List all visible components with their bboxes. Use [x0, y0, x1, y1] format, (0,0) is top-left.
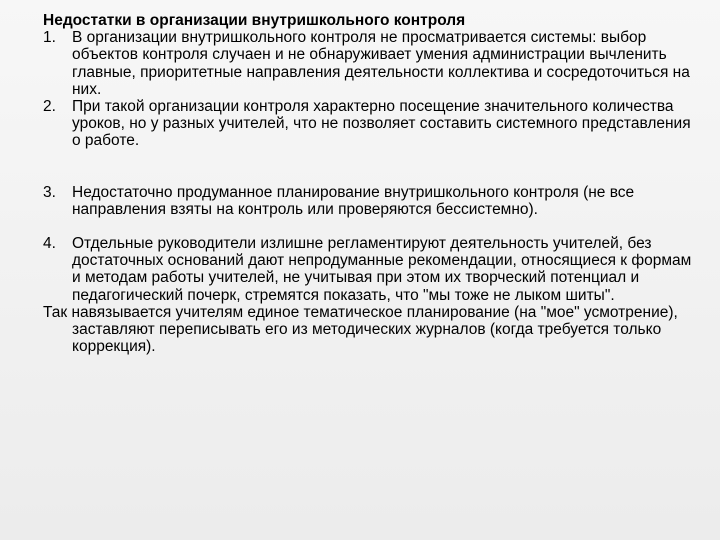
- list-item: [43, 29, 693, 98]
- list-item: [43, 235, 693, 304]
- list-item-number: 2.: [43, 98, 56, 116]
- list-item: [43, 98, 693, 150]
- list-item-text: В организации внутришкольного контроля не просматривается системы: выбор объектов контроля случаен и не обнаруживает умения администрации вычленить главные, приоритетные направления деятельности коллектива и сосредоточиться на них.: [72, 29, 690, 98]
- list-item-text: При такой организации контроля характерно посещение значительного количества уроков, но у разных учителей, что не позволяет составить системного представления о работе.: [72, 98, 691, 150]
- list-item: [43, 184, 693, 218]
- list-item-text: Недостаточно продуманное планирование внутришкольного контроля (не все направления взяты на контроль или проверяются бессистемно).: [72, 183, 635, 218]
- spacer: [43, 218, 693, 235]
- slide-title: Недостатки в организации внутришкольного контроля: [43, 12, 466, 29]
- closing-paragraph: Так навязывается учителям единое тематическое планирование (на "мое" усмотрение), заставляют переписывать его из методических журналов (когда требуется только коррекция).: [43, 303, 678, 356]
- slide-content: [43, 12, 693, 355]
- spacer: [43, 150, 693, 184]
- list-item-number: 1.: [43, 29, 56, 47]
- list-item-text: Отдельные руководители излишне регламентируют деятельность учителей, без достаточных оснований дают непродуманные рекомендации, относящиеся к формам и методам работы учителей, не учитывая при этом их творческий потенциал и педагогический почерк, стремятся показать, что "мы тоже не лыком шиты".: [72, 235, 692, 304]
- list-item-number: 4.: [43, 235, 56, 253]
- list-item-number: 3.: [43, 183, 56, 201]
